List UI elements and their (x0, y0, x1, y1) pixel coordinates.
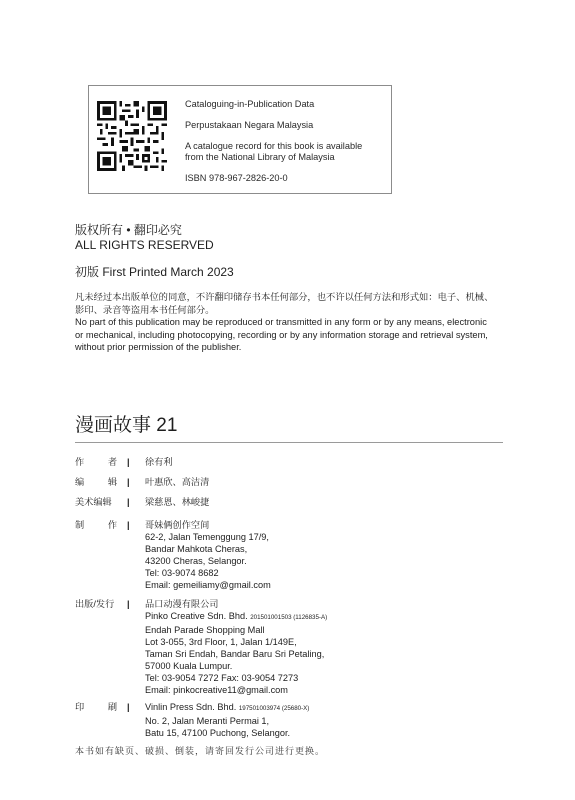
credit-value: 叶惠欣、高洁清 (145, 477, 210, 487)
address-line: Endah Parade Shopping Mall (145, 625, 265, 635)
title-divider (75, 442, 503, 443)
label-char: 者 (107, 457, 117, 467)
label-char: 印 (75, 702, 85, 712)
copyright-notice (75, 291, 515, 354)
rights-english: ALL RIGHTS RESERVED (75, 238, 214, 252)
credit-value: 梁慈恩、林峻捷 (145, 497, 210, 507)
cip-box (88, 85, 392, 194)
label-char: 作 (107, 520, 117, 530)
cip-record-line1: A catalogue record for this book is available (185, 141, 363, 151)
separator: | (127, 477, 130, 487)
address-line: Lot 3-055, 3rd Floor, 1, Jalan 1/149E, (145, 637, 297, 647)
rights-block (75, 223, 214, 253)
credit-label (75, 456, 117, 468)
qr-code-icon (97, 101, 167, 171)
cip-record-line2: from the National Library of Malaysia (185, 152, 335, 162)
label-char: 编 (75, 477, 85, 487)
printer-name: Vinlin Press Sdn. Bhd. (145, 702, 237, 712)
address-line: No. 2, Jalan Meranti Permai 1, (145, 716, 270, 726)
credit-label: 出版/发行 (75, 599, 115, 609)
credit-label (75, 519, 117, 531)
credit-label: 美术编辑 (75, 497, 112, 507)
credit-label (75, 476, 117, 488)
address-line: 43200 Cheras, Selangor. (145, 556, 247, 566)
credit-value (145, 519, 271, 591)
notice-zh-line1: 凡未经过本出版单位的同意，不许翻印储存书本任何部分，也不许以任何方法和形式如：电子、机械、 (75, 292, 494, 302)
notice-en-line3: without prior permission of the publisher. (75, 342, 242, 352)
separator: | (127, 497, 130, 507)
publisher-name-en (145, 610, 327, 624)
printer-name-line (145, 701, 309, 715)
publisher-reg: 201501001503 (1126835-A) (250, 614, 328, 621)
address-line: 哥妹俩创作空间 (145, 520, 210, 530)
address-line: Taman Sri Endah, Bandar Baru Sri Petaling, (145, 649, 325, 659)
credit-value (145, 701, 309, 739)
publisher-name-zh: 品口动漫有限公司 (145, 599, 219, 609)
credit-value: 徐有利 (145, 457, 173, 467)
first-printed: 初版 First Printed March 2023 (75, 265, 234, 279)
separator: | (127, 702, 130, 712)
notice-en-line1: No part of this publication may be reproduced or transmitted in any form or by any means, electronic (75, 317, 487, 327)
separator: | (127, 599, 130, 609)
address-line: Tel: 03-9074 8682 (145, 568, 219, 578)
rights-chinese: 版权所有 • 翻印必究 (75, 223, 182, 237)
cip-text (185, 99, 362, 194)
label-char: 制 (75, 520, 85, 530)
address-line: Tel: 03-9054 7272 Fax: 03-9054 7273 (145, 673, 299, 683)
notice-en-line2: or mechanical, including photocopying, recording or by any information storage and retrieval system, (75, 329, 488, 340)
publisher-name: Pinko Creative Sdn. Bhd. (145, 611, 248, 621)
separator: | (127, 520, 130, 530)
credit-value (145, 598, 327, 696)
address-line: Bandar Mahkota Cheras, (145, 544, 248, 554)
cip-library: Perpustakaan Negara Malaysia (185, 120, 314, 130)
separator: | (127, 457, 130, 467)
book-title: 漫画故事 21 (75, 415, 178, 436)
address-line: Email: gemeiliamy@gmail.com (145, 580, 271, 590)
address-line: 62-2, Jalan Temenggung 17/9, (145, 532, 269, 542)
address-line: 57000 Kuala Lumpur. (145, 661, 233, 671)
notice-zh-line2: 影印、录音等盗用本书任何部分。 (75, 304, 215, 315)
address-line: Email: pinkocreative11@gmail.com (145, 685, 288, 695)
label-char: 作 (75, 457, 85, 467)
printer-reg: 197501003974 (25680-X) (238, 705, 310, 712)
credit-label (75, 701, 117, 713)
cip-heading: Cataloguing-in-Publication Data (185, 99, 315, 109)
cip-record (185, 141, 362, 163)
label-char: 刷 (107, 702, 117, 712)
cip-isbn: ISBN 978-967-2826-20-0 (185, 173, 288, 183)
label-char: 辑 (107, 477, 117, 487)
address-line: Batu 15, 47100 Puchong, Selangor. (145, 728, 291, 738)
footer-note: 本书如有缺页、破损、倒装，请寄回发行公司进行更换。 (75, 747, 326, 757)
